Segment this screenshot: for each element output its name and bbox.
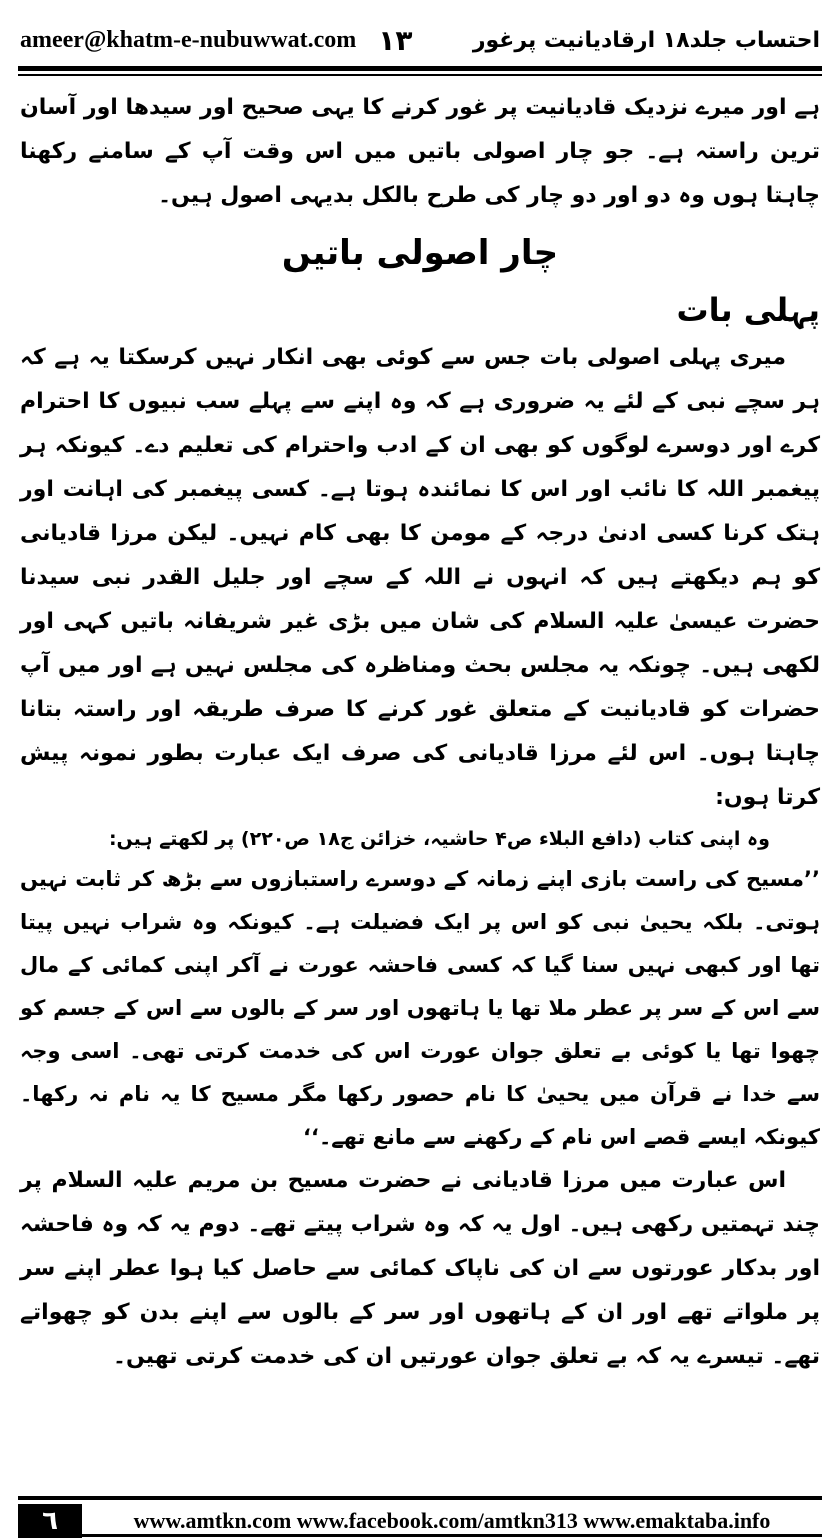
header-left [20, 24, 412, 57]
footer-rule-top [18, 1496, 822, 1500]
header-book-title: احتساب جلد۱۸ ارقادیانیت پرغور [472, 27, 820, 53]
page-content [20, 86, 820, 1379]
footer-page-box: ٦ [18, 1504, 82, 1538]
header-rule-thick [18, 66, 822, 71]
page-header [20, 18, 820, 62]
citation-line: وہ اپنی کتاب (دافع البلاء ص۴ حاشیہ، خزائن ج۱۸ ص۲۲۰) پر لکھتے ہیں: [108, 828, 770, 850]
header-email: ameer@khatm-e-nubuwwat.com [20, 26, 357, 53]
page-footer [0, 1496, 840, 1540]
subsection-heading: پہلی بات [676, 291, 820, 329]
intro-paragraph: ہے اور میرے نزدیک قادیانیت پر غور کرنے کا یہی صحیح اور سیدھا اور آسان ترین راستہ ہے۔ جو چار اصولی باتیں میں اس وقت آپ کے سامنے رکھنا چاہتا ہوں وہ دو اور دو چار کی طرح بالکل بدیہی اصول ہیں۔ [20, 95, 820, 208]
quoted-passage: ’’مسیح کی راست بازی اپنے زمانہ کے دوسرے راستبازوں سے بڑھ کر ثابت نہیں ہوتی۔ بلکہ یحییٰ نبی کو اس پر ایک فضیلت ہے۔ کیونکہ وہ شراب نہیں پیتا تھا اور کبھی نہیں سنا گیا کہ کسی فاحشہ عورت نے آکر اپنی کمائی کے مال سے اس کے سر پر عطر ملا تھا یا ہاتھوں اور سر کے بالوں سے اس کے جسم کو چھوا تھا یا کوئی بے تعلق جوان عورت اس کی خدمت کرتی تھی۔ اسی وجہ سے خدا نے قرآن میں یحییٰ کا نام حصور رکھا مگر مسیح کا یہ نام نہ رکھا۔ کیونکہ ایسے قصے اس نام کے رکھنے سے مانع تھے۔‘‘ [20, 867, 820, 1149]
footer-bar [18, 1504, 822, 1538]
header-page-number: ۱۳ [378, 23, 413, 57]
first-point-paragraph: میری پہلی اصولی بات جس سے کوئی بھی انکار نہیں کرسکتا یہ ہے کہ ہر سچے نبی کے لئے یہ ضروری ہے کہ وہ اپنے سے پہلے سب نبیوں کا احترام کرے اور دوسرے لوگوں کو بھی ان کے ادب واحترام کی تعلیم دے۔ کیونکہ ہر پیغمبر اللہ کا نائب اور اس کا نمائندہ ہوتا ہے۔ کسی پیغمبر کی اہانت اور ہتک کرنا کسی ادنیٰ درجہ کے مومن کا بھی کام نہیں۔ لیکن مرزا قادیانی کو ہم دیکھتے ہیں کہ انہوں نے اللہ کے سچے اور جلیل القدر نبی سیدنا حضرت عیسیٰ علیہ السلام کی شان میں بڑی غیر شریفانہ باتیں کہی اور لکھی ہیں۔ چونکہ یہ مجلس بحث ومناظرہ کی مجلس نہیں ہے اور میں آپ حضرات کو قادیانیت کے متعلق غور کرنے کا صرف طریقہ اور راستہ بتانا چاہتا ہوں۔ اس لئے مرزا قادیانی کی صرف ایک عبارت بطور نمونہ پیش کرتا ہوں: [20, 345, 820, 810]
header-rule-thin [18, 74, 822, 76]
footer-rule-bottom [82, 1534, 822, 1537]
footer-website-links[interactable]: www.amtkn.com www.facebook.com/amtkn313 www.emaktaba.info [133, 1508, 771, 1533]
section-heading: چار اصولی باتیں [281, 233, 559, 273]
analysis-paragraph: اس عبارت میں مرزا قادیانی نے حضرت مسیح بن مریم علیہ السلام پر چند تہمتیں رکھی ہیں۔ اول یہ کہ وہ شراب پیتے تھے۔ دوم یہ کہ وہ فاحشہ اور بدکار عورتوں سے ان کی ناپاک کمائی سے حاصل کیا ہوا عطر اپنے سر پر ملواتے تھے اور ان کے ہاتھوں اور سر کے بالوں سے اپنے بدن کو چھواتے تھے۔ تیسرے یہ کہ بے تعلق جوان عورتیں ان کی خدمت کرتی تھیں۔ [20, 1168, 820, 1369]
